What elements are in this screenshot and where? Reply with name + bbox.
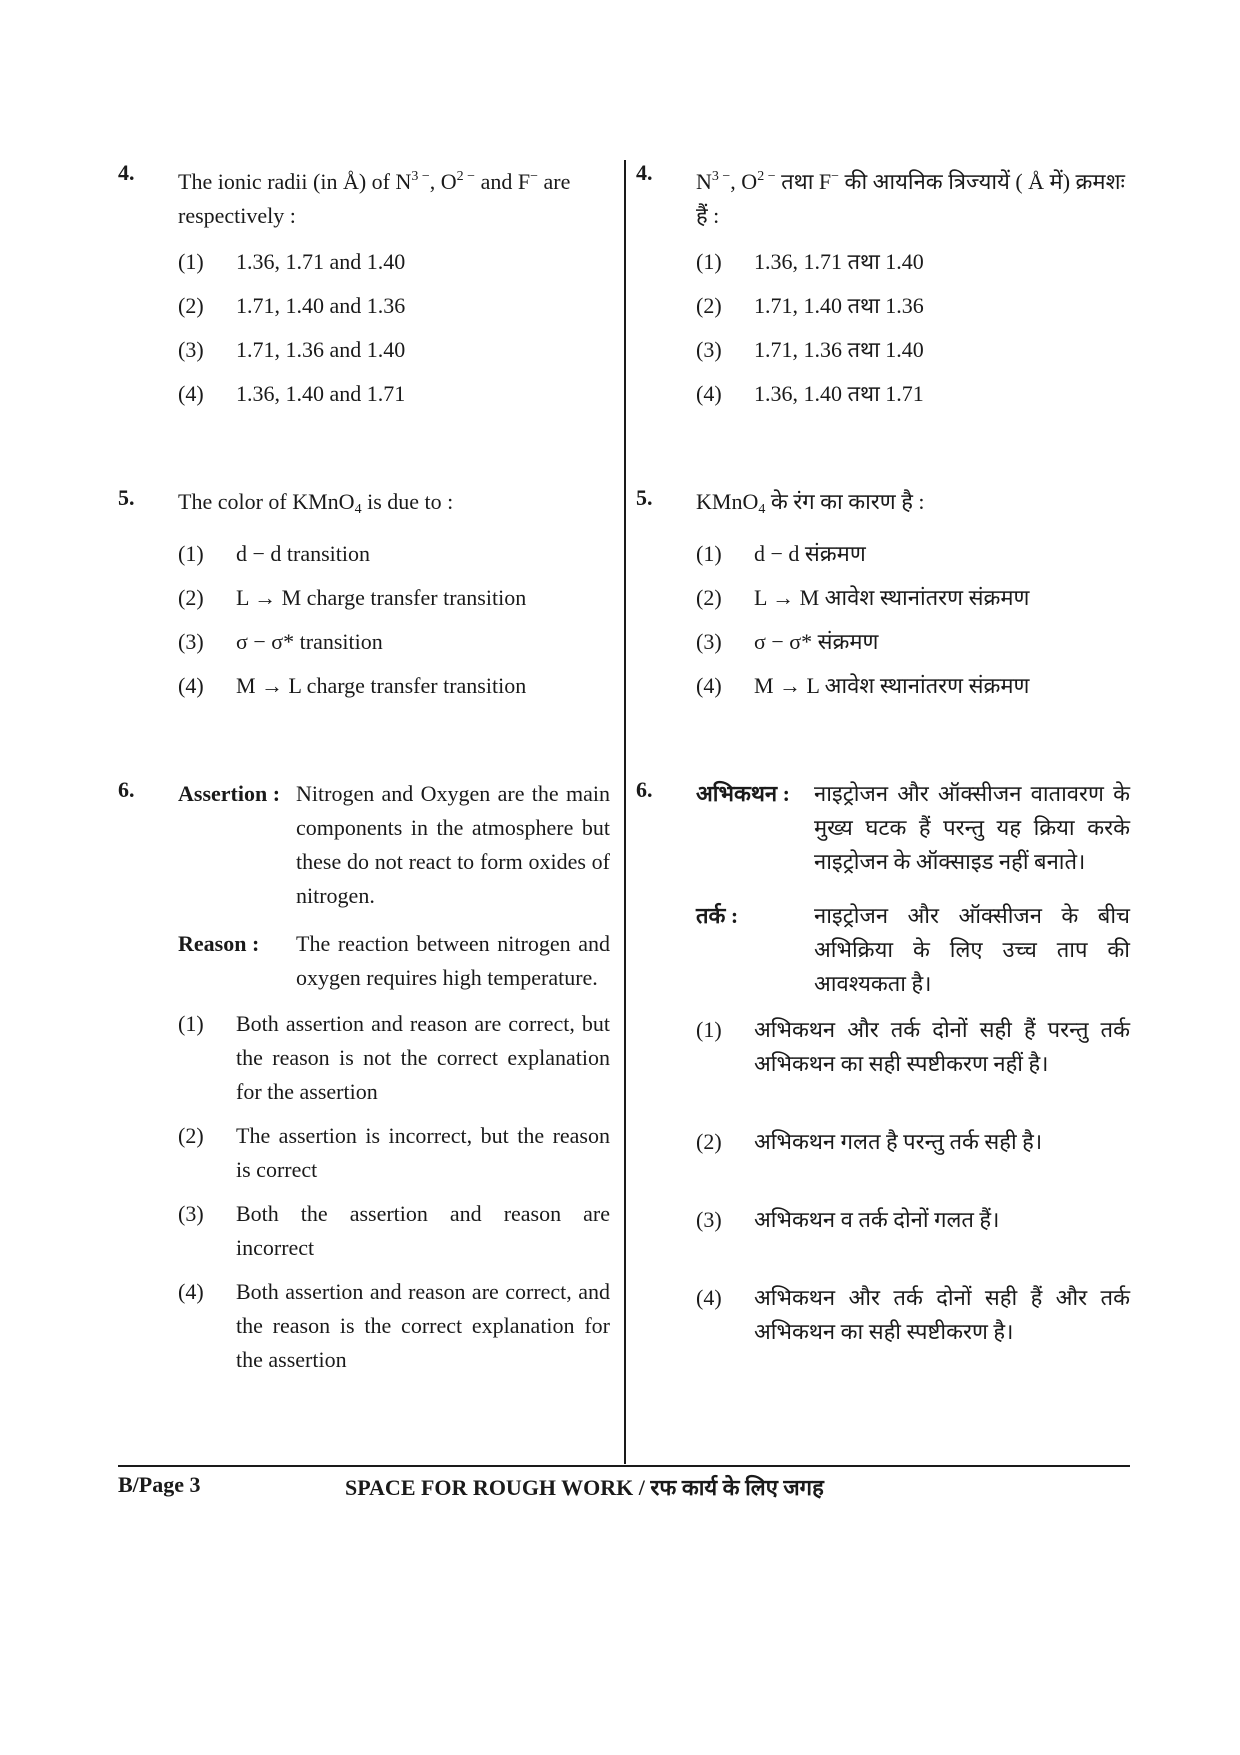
option-text: The assertion is incorrect, but the reason is correct [236, 1123, 610, 1182]
q-text-part: is due to : [361, 489, 454, 514]
option [178, 1275, 610, 1377]
option-number: (4) [696, 673, 722, 698]
option [178, 245, 610, 279]
option-text: L → M charge transfer transition [236, 585, 527, 610]
option-number: (1) [696, 1017, 722, 1042]
option-number: (3) [178, 629, 204, 654]
q-text-part: की आयनिक त्रिज्यायें ( Å में) क्रमशः हैं : [696, 169, 1125, 228]
question-4-hi [636, 160, 1130, 411]
option-text: L → M आवेश स्थानांतरण संक्रमण [754, 585, 1030, 610]
q-text-part: are respectively : [178, 169, 571, 228]
question-number: 4. [636, 160, 653, 185]
assertion-text: नाइट्रोजन और ऑक्सीजन वातावरण के मुख्य घटक हैं परन्तु यह क्रिया करके नाइट्रोजन के ऑक्साइड नहीं बनाते। [814, 781, 1130, 874]
option-number: (2) [178, 293, 204, 318]
option [178, 333, 610, 367]
assertion-label: Assertion : [178, 781, 281, 806]
subscript: 4 [354, 502, 362, 517]
option-number: (2) [696, 585, 722, 610]
charge-sup: 2 − [757, 169, 776, 184]
option [696, 1281, 1130, 1349]
option-number: (2) [696, 1129, 722, 1154]
question-4-en [118, 160, 610, 411]
option-number: (4) [696, 381, 722, 406]
q-text-part: KMnO [696, 489, 759, 514]
option-text: अभिकथन गलत है परन्तु तर्क सही है। [754, 1129, 1043, 1154]
option [696, 537, 1130, 571]
rough-work-label: SPACE FOR ROUGH WORK / रफ कार्य के लिए जगह [345, 1475, 824, 1500]
charge-sup: − [530, 169, 538, 184]
option-number: (3) [696, 1207, 722, 1232]
option-number: (2) [696, 293, 722, 318]
option [696, 669, 1130, 703]
question-5-hi [636, 485, 1130, 703]
option [696, 581, 1130, 615]
option-text: M → L आवेश स्थानांतरण संक्रमण [754, 673, 1030, 698]
option-number: (3) [178, 337, 204, 362]
option-text: d − d transition [236, 541, 371, 566]
option-text: 1.71, 1.36 तथा 1.40 [754, 337, 924, 362]
question-number: 4. [118, 160, 135, 185]
option [696, 1013, 1130, 1081]
reason-text: नाइट्रोजन और ऑक्सीजन के बीच अभिक्रिया के लिए उच्च ताप की आवश्यकता है। [814, 903, 1130, 996]
subscript: 4 [758, 502, 766, 517]
q-text-part: The ionic radii (in Å) of N [178, 169, 412, 194]
footer-rule [118, 1465, 1130, 1467]
charge-sup: − [831, 169, 840, 184]
option [178, 289, 610, 323]
option-text: 1.36, 1.71 तथा 1.40 [754, 249, 924, 274]
q-text-part: , O [429, 169, 457, 194]
option-number: (4) [178, 673, 204, 698]
question-number: 5. [636, 485, 653, 510]
column-divider [624, 160, 626, 1464]
option [178, 1197, 610, 1265]
option [696, 625, 1130, 659]
option-number: (1) [696, 249, 722, 274]
option-text: d − d संक्रमण [754, 541, 866, 566]
option-text: Both the assertion and reason are incorrect [236, 1201, 610, 1260]
question-text [696, 160, 1130, 233]
reason-text: The reaction between nitrogen and oxygen requires high temperature. [296, 931, 610, 990]
option-text: 1.36, 1.40 तथा 1.71 [754, 381, 924, 406]
option-text: 1.36, 1.40 and 1.71 [236, 381, 406, 406]
option-text: σ − σ* transition [236, 629, 383, 654]
question-number: 6. [118, 777, 135, 802]
reason-label: तर्क : [696, 903, 739, 928]
q-text-part: , O [730, 169, 758, 194]
option-number: (3) [178, 1201, 204, 1226]
reason-row [696, 899, 1130, 1001]
option-text: Both assertion and reason are correct, but the reason is not the correct explanation for the assertion [236, 1011, 610, 1104]
option [178, 537, 610, 571]
charge-sup: 3 − [711, 169, 731, 184]
question-text [696, 485, 1130, 527]
option-text: 1.71, 1.40 and 1.36 [236, 293, 406, 318]
option [178, 1119, 610, 1187]
question-text [178, 485, 610, 527]
option-text: अभिकथन व तर्क दोनों गलत हैं। [754, 1207, 1000, 1232]
option [696, 377, 1130, 411]
option-text: M → L charge transfer transition [236, 673, 527, 698]
question-number: 6. [636, 777, 653, 802]
option-number: (1) [696, 541, 722, 566]
option [696, 1203, 1130, 1237]
option [178, 581, 610, 615]
option-number: (3) [696, 337, 722, 362]
option-number: (1) [178, 541, 204, 566]
option-text: 1.71, 1.40 तथा 1.36 [754, 293, 924, 318]
option [696, 333, 1130, 367]
page-label: B/Page 3 [118, 1472, 201, 1497]
option-number: (2) [178, 585, 204, 610]
option [178, 1007, 610, 1109]
option-number: (1) [178, 249, 204, 274]
question-text [178, 160, 610, 233]
charge-sup: 2 − [456, 169, 476, 184]
q-text-part: तथा F [775, 169, 832, 194]
option-text: अभिकथन और तर्क दोनों सही हैं और तर्क अभिकथन का सही स्पष्टीकरण है। [754, 1285, 1130, 1344]
option-text: अभिकथन और तर्क दोनों सही हैं परन्तु तर्क अभिकथन का सही स्पष्टीकरण नहीं है। [754, 1017, 1130, 1076]
option [696, 289, 1130, 323]
option-number: (2) [178, 1123, 204, 1148]
option-text: 1.36, 1.71 and 1.40 [236, 249, 406, 274]
assertion-row [696, 777, 1130, 879]
option-number: (4) [178, 1279, 204, 1304]
assertion-label: अभिकथन : [696, 781, 790, 806]
q-text-part: N [696, 169, 712, 194]
reason-label: Reason : [178, 931, 260, 956]
q-text-part: and F [475, 169, 531, 194]
option [178, 377, 610, 411]
assertion-text: Nitrogen and Oxygen are the main components in the atmosphere but these do not react to form oxides of nitrogen. [296, 781, 610, 908]
option [178, 669, 610, 703]
q-text-part: The color of KMnO [178, 489, 355, 514]
option-number: (1) [178, 1011, 204, 1036]
question-number: 5. [118, 485, 135, 510]
question-6-hi [636, 777, 1130, 1349]
option-number: (4) [178, 381, 204, 406]
option [178, 625, 610, 659]
question-5-en [118, 485, 610, 703]
option [696, 1125, 1130, 1159]
reason-row [178, 927, 610, 995]
option-text: Both assertion and reason are correct, and the reason is the correct explanation for the assertion [236, 1279, 610, 1372]
assertion-row [178, 777, 610, 913]
q-text-part: के रंग का कारण है : [765, 489, 925, 514]
option-text: 1.71, 1.36 and 1.40 [236, 337, 406, 362]
option-text: σ − σ* संक्रमण [754, 629, 879, 654]
option-number: (3) [696, 629, 722, 654]
charge-sup: 3 − [411, 169, 430, 184]
option [696, 245, 1130, 279]
question-6-en [118, 777, 610, 1377]
option-number: (4) [696, 1285, 722, 1310]
